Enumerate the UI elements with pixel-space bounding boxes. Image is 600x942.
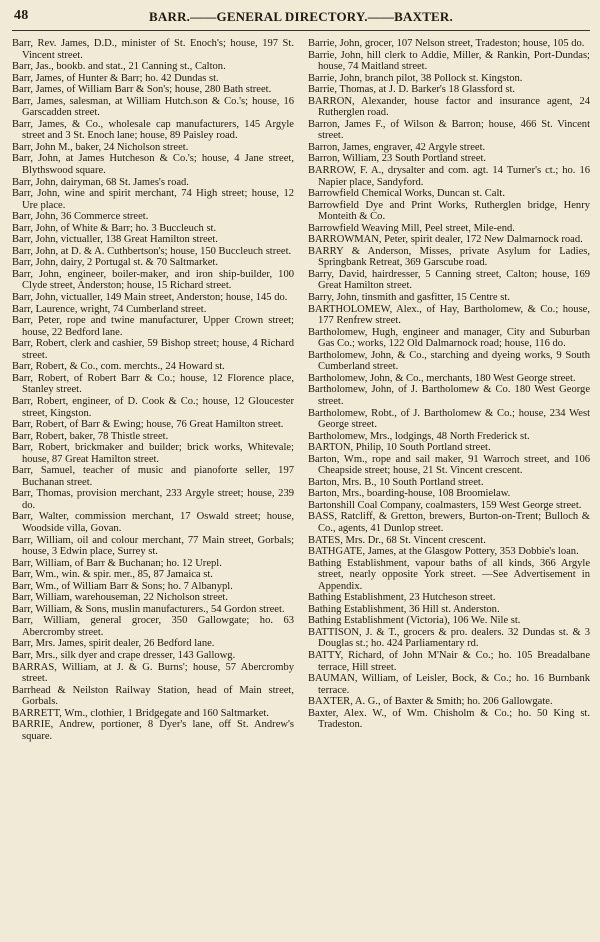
directory-entry: Barr, Robert, of Robert Barr & Co.; house, 12 Florence place, Stanley street.	[12, 372, 294, 396]
directory-entry: BATTISON, J. & T., grocers & pro. dealers. 32 Dundas st. & 3 Douglas st.; ho. 424 Parliamentary rd.	[308, 626, 590, 650]
directory-entry: Bartholomew, Robt., of J. Bartholomew & Co.; house, 234 West George street.	[308, 407, 590, 431]
directory-entry: Barrowfield Dye and Print Works, Rutherglen bridge, Henry Monteith & Co.	[308, 199, 590, 223]
directory-entry: Bartholomew, John, of J. Bartholomew & Co. 180 West George street.	[308, 384, 590, 407]
directory-entry: Barr, William, oil and colour merchant, 77 Main street, Gorbals; house, 3 Edwin place, Surrey st.	[12, 534, 294, 558]
directory-entry: Barr, Walter, commission merchant, 17 Oswald street; house, Woodside villa, Govan.	[12, 511, 294, 534]
directory-entry: Barron, James, engraver, 42 Argyle street.	[308, 141, 486, 153]
directory-entry: BARTHOLOMEW, Alex., of Hay, Bartholomew, & Co.; house, 177 Renfrew street.	[308, 303, 590, 327]
directory-entry: Bartholomew, Mrs., lodgings, 48 North Frederick st.	[308, 430, 530, 442]
directory-entry: Barr, John, 36 Commerce street.	[12, 211, 149, 223]
directory-entry: Barr, John, wine and spirit merchant, 74 High street; house, 12 Ure place.	[12, 188, 294, 211]
directory-entry: Barr, John, engineer, boiler-maker, and iron ship-builder, 100 Clyde street, Anderston; house, 15 Richard street.	[12, 268, 294, 292]
directory-entry: BARTON, Philip, 10 South Portland street.	[308, 442, 491, 454]
directory-entry: Barrie, Thomas, at J. D. Barker's 18 Glassford st.	[308, 84, 516, 96]
directory-entry: Bartholomew, John, & Co., merchants, 180 West George street.	[308, 372, 576, 384]
directory-entry: Barr, John, at James Hutcheson & Co.'s; house, 4 Jane street, Blythswood square.	[12, 153, 294, 177]
directory-entry: BATTY, Richard, of John M'Nair & Co.; ho. 105 Breadalbane terrace, Hill street.	[308, 649, 590, 673]
directory-entry: Barr, John, victualler, 149 Main street, Anderston; house, 145 do.	[12, 292, 288, 304]
directory-entry: Barr, Peter, rope and twine manufacturer, Upper Crown street; house, 22 Bedford lane.	[12, 315, 294, 338]
directory-entry: Barr, Wm., of William Barr & Sons; ho. 7 Albanypl.	[12, 580, 233, 592]
left-column	[12, 38, 294, 938]
running-title: BARR.——GENERAL DIRECTORY.——BAXTER.	[149, 9, 453, 24]
directory-entry: Bathing Establishment (Victoria), 106 We. Nile st.	[308, 615, 521, 627]
directory-entry: Barr, Robert, engineer, of D. Cook & Co.; house, 12 Gloucester street, Kingston.	[12, 395, 294, 419]
directory-entry: BATHGATE, James, at the Glasgow Pottery, 353 Dobbie's loan.	[308, 546, 579, 558]
directory-entry: Barton, Wm., rope and sail maker, 91 Warroch street, and 106 Cheapside street; house, 21 St. Vincent crescent.	[308, 453, 590, 477]
directory-entry: Barr, John, dairy, 2 Portugal st. & 70 Saltmarket.	[12, 257, 218, 269]
directory-entry: Barrowfield Chemical Works, Duncan st. Calt.	[308, 188, 505, 200]
directory-entry: BARRAS, William, at J. & G. Burns'; house, 57 Abercromby street.	[12, 661, 294, 685]
directory-entry: Barron, William, 23 South Portland street.	[308, 153, 487, 165]
directory-entry: Barr, William, warehouseman, 22 Nicholson street.	[12, 592, 228, 604]
directory-entry: Barr, William, of Barr & Buchanan; ho. 12 Urepl.	[12, 557, 222, 569]
page-header	[12, 0, 590, 31]
directory-entry: BAXTER, A. G., of Baxter & Smith; ho. 206 Gallowgate.	[308, 696, 553, 708]
directory-entry: Bathing Establishment, vapour baths of all kinds, 366 Argyle street, nearly opposite York street. —See Advertisement in Appendix.	[308, 557, 590, 592]
directory-entry: BASS, Ratcliff, & Gretton, brewers, Burton-on-Trent; Bulloch & Co., agents, 41 Dunlop street.	[308, 511, 590, 534]
directory-entry: BARROW, F. A., drysalter and com. agt. 14 Turner's ct.; ho. 16 Napier place, Sandyford.	[308, 165, 590, 188]
right-column	[308, 38, 590, 938]
directory-entry: Barr, Robert, clerk and cashier, 59 Bishop street; house, 4 Richard street.	[12, 338, 294, 361]
directory-entry: Barr, John, victualler, 138 Great Hamilton street.	[12, 234, 218, 246]
directory-entry: Barr, James, & Co., wholesale cap manufacturers, 145 Argyle street and 3 St. Enoch lane; house, 89 Paisley road.	[12, 118, 294, 142]
directory-entry: Barr, Mrs., silk dyer and crape dresser, 143 Gallowg.	[12, 649, 236, 661]
directory-entry: Barry, John, tinsmith and gasfitter, 15 Centre st.	[308, 292, 510, 304]
page-number: 48	[14, 8, 29, 23]
directory-entry: Barrhead & Neilston Railway Station, head of Main street, Gorbals.	[12, 684, 294, 708]
directory-entry: BATES, Mrs. Dr., 68 St. Vincent crescent.	[308, 534, 486, 546]
directory-entry: Barr, William, & Sons, muslin manufacturers., 54 Gordon street.	[12, 603, 285, 615]
directory-entry: Barr, John, dairyman, 68 St. James's road.	[12, 176, 189, 188]
directory-entry: Barr, Robert, brickmaker and builder; brick works, Whitevale; house, 87 Great Hamilton street.	[12, 442, 294, 465]
directory-entry: Barr, Thomas, provision merchant, 233 Argyle street; house, 239 do.	[12, 488, 294, 511]
directory-entry: BARRON, Alexander, house factor and insurance agent, 24 Rutherglen road.	[308, 95, 590, 119]
directory-entry: Barr, Robert, baker, 78 Thistle street.	[12, 430, 169, 442]
directory-entry: Barr, William, general grocer, 350 Gallowgate; ho. 63 Abercromby street.	[12, 615, 294, 638]
directory-entry: Barr, Mrs. James, spirit dealer, 26 Bedford lane.	[12, 638, 215, 650]
directory-columns	[12, 38, 590, 938]
directory-entry: Barr, Jas., bookb. and stat., 21 Canning st., Calton.	[12, 61, 226, 73]
directory-entry: Bathing Establishment, 23 Hutcheson street.	[308, 592, 496, 604]
directory-entry: Barrie, John, hill clerk to Addie, Miller, & Rankin, Port-Dundas; house, 74 Maitland street.	[308, 49, 590, 73]
directory-entry: Barton, Mrs. B., 10 South Portland street.	[308, 476, 484, 488]
directory-entry: Barr, Samuel, teacher of music and pianoforte seller, 197 Buchanan street.	[12, 465, 294, 488]
directory-entry: Barr, James, salesman, at William Hutch.son & Co.'s; house, 16 Garscadden street.	[12, 95, 294, 119]
directory-entry: BARRETT, Wm., clothier, 1 Bridgegate and 160 Saltmarket.	[12, 707, 269, 719]
directory-entry: Barr, James, of William Barr & Son's; house, 280 Bath street.	[12, 84, 272, 96]
directory-entry: Bathing Establishment, 36 Hill st. Anderston.	[308, 603, 500, 615]
directory-entry: Barr, John M., baker, 24 Nicholson street.	[12, 141, 189, 153]
directory-entry: Barr, Robert, of Barr & Ewing; house, 76 Great Hamilton street.	[12, 419, 284, 431]
directory-entry: Barr, Laurence, wright, 74 Cumberland street.	[12, 303, 207, 315]
directory-entry: Barron, James F., of Wilson & Barron; house, 466 St. Vincent street.	[308, 118, 590, 142]
directory-entry: Baxter, Alex. W., of Wm. Chisholm & Co.; ho. 50 King st. Tradeston.	[308, 707, 590, 731]
directory-entry: Barr, Wm., win. & spir. mer., 85, 87 Jamaica st.	[12, 569, 213, 581]
directory-entry: BAUMAN, William, of Leisler, Bock, & Co.; ho. 16 Burnbank terrace.	[308, 673, 590, 696]
directory-entry: Bartholomew, John, & Co., starching and dyeing works, 9 South Cumberland street.	[308, 349, 590, 373]
directory-entry: Barrie, John, grocer, 107 Nelson street, Tradeston; house, 105 do.	[308, 38, 585, 49]
directory-entry: Barrowfield Weaving Mill, Peel street, Mile-end.	[308, 222, 515, 234]
directory-entry: Bartonshill Coal Company, coalmasters, 159 West George street.	[308, 499, 582, 511]
directory-entry: Barry, David, hairdresser, 5 Canning street, Calton; house, 169 Great Hamilton street.	[308, 268, 590, 292]
directory-entry: Barr, James, of Hunter & Barr; ho. 42 Dundas st.	[12, 72, 219, 84]
directory-entry: Barr, John, at D. & A. Cuthbertson's; house, 150 Buccleuch street.	[12, 245, 292, 257]
directory-entry: Barton, Mrs., boarding-house, 108 Broomielaw.	[308, 488, 511, 500]
directory-entry: BARROWMAN, Peter, spirit dealer, 172 New Dalmarnock road.	[308, 234, 583, 246]
directory-entry: BARRY & Anderson, Misses, private Asylum for Ladies, Springbank Retreat, 369 Garscube road.	[308, 245, 590, 269]
directory-entry: Barr, John, of White & Barr; ho. 3 Buccleuch st.	[12, 222, 217, 234]
directory-entry: Barrie, John, branch pilot, 38 Pollock st. Kingston.	[308, 72, 523, 84]
directory-entry: Barr, Rev. James, D.D., minister of St. Enoch's; house, 197 St. Vincent street.	[12, 38, 294, 61]
directory-entry: BARRIE, Andrew, portioner, 8 Dyer's lane, off St. Andrew's square.	[12, 719, 294, 742]
directory-entry: Barr, Robert, & Co., com. merchts., 24 Howard st.	[12, 361, 225, 373]
directory-entry: Bartholomew, Hugh, engineer and manager, City and Suburban Gas Co.; works, 122 Old Dalmarnock road; house, 116 do.	[308, 326, 590, 350]
